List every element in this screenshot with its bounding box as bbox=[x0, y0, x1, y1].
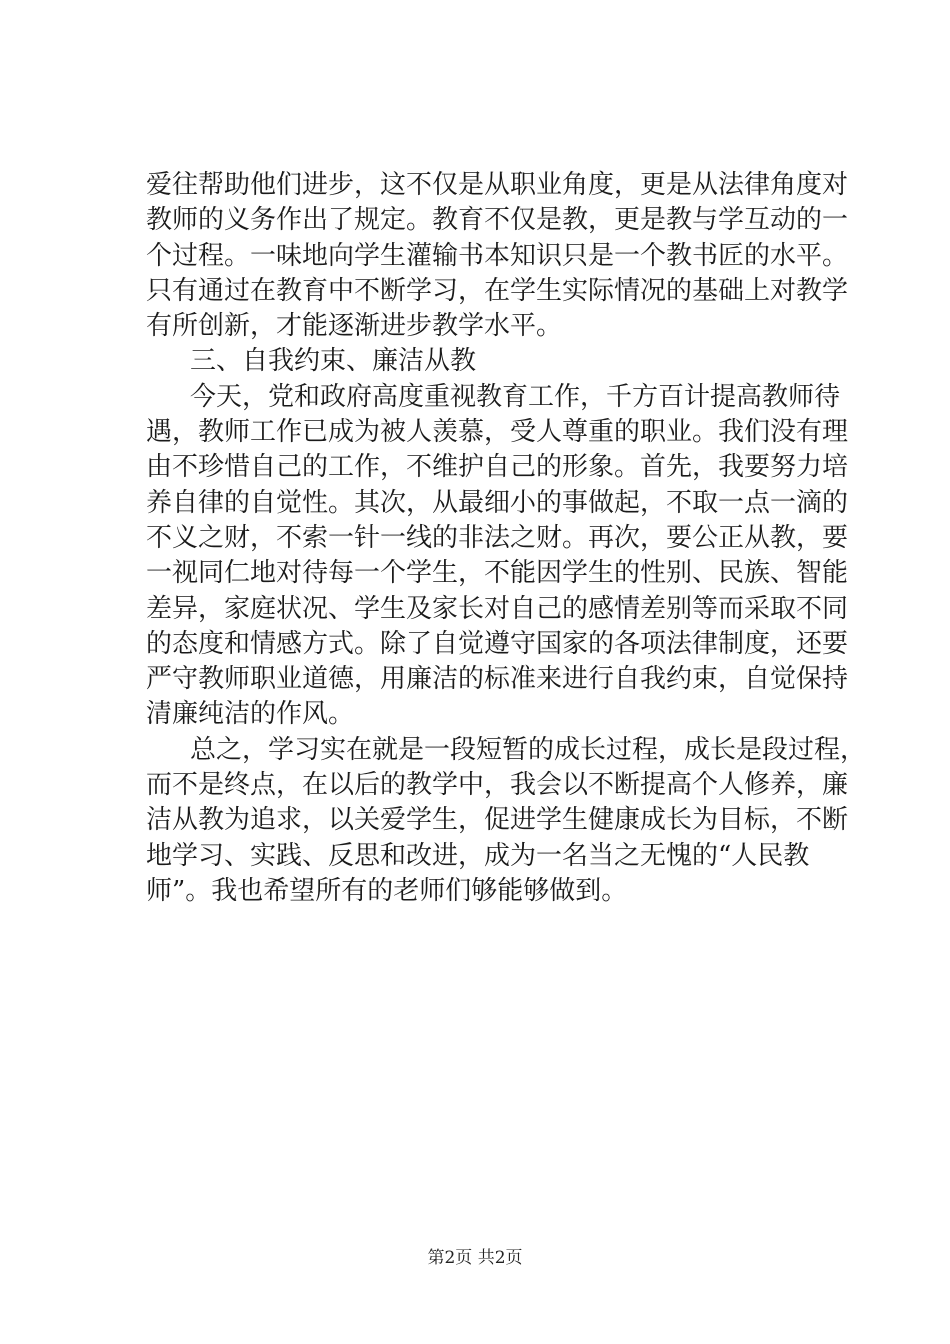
section-heading bbox=[146, 344, 836, 379]
paragraph-conclusion bbox=[146, 733, 867, 909]
text-line: 爱往帮助他们进步，这不仅是从职业角度，更是从法律角度对 bbox=[146, 170, 849, 200]
text-line: 教师的义务作出了规定。教育不仅是教，更是教与学互动的一 bbox=[146, 205, 849, 236]
text-line: 养自律的自觉性。其次，从最细小的事做起，不取一点一滴的 bbox=[146, 487, 849, 518]
text-line: 洁从教为追求，以关爱学生，促进学生健康成长为目标，不断 bbox=[146, 805, 849, 836]
document-body bbox=[146, 168, 867, 909]
text-line: 由不珍惜自己的工作，不维护自己的形象。首先，我要努力培 bbox=[146, 452, 849, 483]
text-line: 而不是终点，在以后的教学中，我会以不断提高个人修养，廉 bbox=[146, 770, 849, 801]
text-line: 清廉纯洁的作风。 bbox=[146, 699, 355, 730]
text-line: 地学习、实践、反思和改进，成为一名当之无愧的“人民教 bbox=[146, 840, 810, 871]
page-footer: 第2页 共2页 bbox=[427, 1248, 523, 1268]
text-line: 有所创新，才能逐渐进步教学水平。 bbox=[146, 311, 563, 342]
text-line: 一视同仁地对待每一个学生，不能因学生的性别、民族、智能 bbox=[146, 558, 849, 589]
text-line: 师”。我也希望所有的老师们够能够做到。 bbox=[146, 875, 628, 906]
text-line: 严守教师职业道德，用廉洁的标准来进行自我约束，自觉保持 bbox=[146, 664, 849, 695]
text-line: 遇，教师工作已成为被人羡慕，受人尊重的职业。我们没有理 bbox=[146, 417, 849, 448]
text-line: 差异，家庭状况、学生及家长对自己的感情差别等而采取不同 bbox=[146, 593, 849, 624]
text-line: 今天，党和政府高度重视教育工作，千方百计提高教师待 bbox=[190, 381, 841, 412]
text-line: 只有通过在教育中不断学习，在学生实际情况的基础上对教学 bbox=[146, 275, 849, 306]
text-line: 总之，学习实在就是一段短暂的成长过程，成长是段过程， bbox=[190, 734, 867, 765]
text-line: 不义之财，不索一针一线的非法之财。再次，要公正从教，要 bbox=[146, 522, 849, 553]
text-line: 个过程。一味地向学生灌输书本知识只是一个教书匠的水平。 bbox=[146, 240, 849, 271]
section-heading-text: 三、自我约束、廉洁从教 bbox=[190, 346, 477, 377]
paragraph-self-discipline bbox=[146, 380, 849, 733]
paragraph-continuation bbox=[146, 168, 849, 344]
text-line: 的态度和情感方式。除了自觉遵守国家的各项法律制度，还要 bbox=[146, 628, 849, 659]
